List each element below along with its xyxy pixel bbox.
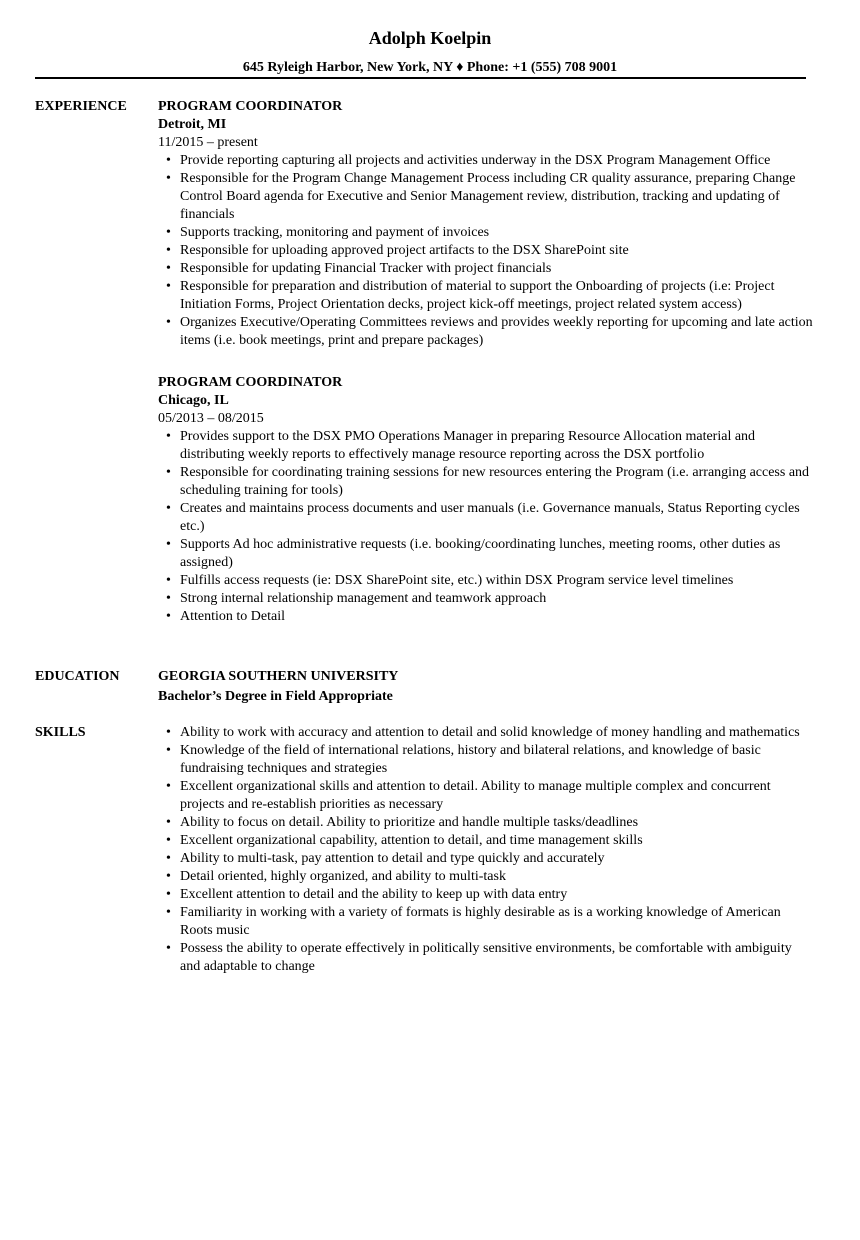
bullet-item: • Fulfills access requests (ie: DSX SharePoint site, etc.) within DSX Program service level timelines	[158, 572, 815, 590]
job-location: Chicago, IL	[158, 393, 229, 408]
section-label-skills: SKILLS	[35, 725, 86, 740]
bullet-item: • Creates and maintains process documents and user manuals (i.e. Governance manuals, Status Reporting cycles etc.)	[158, 500, 815, 536]
bullet-item: • Provide reporting capturing all projects and activities underway in the DSX Program Management Office	[158, 152, 815, 170]
bullet-item: • Responsible for updating Financial Tracker with project financials	[158, 260, 815, 278]
degree: Bachelor’s Degree in Field Appropriate	[158, 689, 393, 704]
bullet-item: • Responsible for the Program Change Management Process including CR quality assurance, preparing Change Control Board agenda for Executive and Senior Management review, distribution, tracking and updating of financials	[158, 170, 815, 224]
bullet-item: • Provides support to the DSX PMO Operations Manager in preparing Resource Allocation material and distributing weekly reports to effectively manage resource reporting across the DSX portfolio	[158, 428, 815, 464]
school-name: GEORGIA SOUTHERN UNIVERSITY	[158, 669, 399, 684]
job-bullets	[158, 152, 815, 350]
section-label-education: EDUCATION	[35, 669, 120, 684]
experience-section	[35, 98, 815, 626]
skill-item: • Knowledge of the field of international relations, history and bilateral relations, and knowledge of basic fundraising techniques and strategies	[158, 742, 815, 778]
bullet-item: • Supports Ad hoc administrative requests (i.e. booking/coordinating lunches, meeting rooms, other duties as assigned)	[158, 536, 815, 572]
bullet-item: • Responsible for preparation and distribution of material to support the Onboarding of projects (i.e: Project Initiation Forms, Project Orientation decks, project kick-off meetings, project related system access)	[158, 278, 815, 314]
contact-line: 645 Ryleigh Harbor, New York, NY ♦ Phone: +1 (555) 708 9001	[242, 60, 618, 75]
education-section	[35, 668, 815, 706]
skill-item: • Ability to multi-task, pay attention to detail and type quickly and accurately	[158, 850, 815, 868]
skills-section	[35, 724, 815, 976]
bullet-item: • Responsible for coordinating training sessions for new resources entering the Program (i.e. arranging access and scheduling training for tools)	[158, 464, 815, 500]
bullet-item: • Organizes Executive/Operating Committees reviews and provides weekly reporting for upcoming and late action items (i.e. book meetings, print and prepare packages)	[158, 314, 815, 350]
job-entry	[158, 374, 815, 626]
bullet-item: • Supports tracking, monitoring and payment of invoices	[158, 224, 815, 242]
job-bullets	[158, 428, 815, 626]
bullet-item: • Strong internal relationship management and teamwork approach	[158, 590, 815, 608]
job-title: PROGRAM COORDINATOR	[158, 375, 343, 390]
skill-item: • Excellent attention to detail and the ability to keep up with data entry	[158, 886, 815, 904]
section-label-experience: EXPERIENCE	[35, 99, 127, 114]
skill-item: • Ability to work with accuracy and attention to detail and solid knowledge of money handling and mathematics	[158, 724, 815, 742]
job-dates: 11/2015 – present	[158, 135, 258, 150]
skill-item: • Detail oriented, highly organized, and ability to multi-task	[158, 868, 815, 886]
job-title: PROGRAM COORDINATOR	[158, 99, 343, 114]
skills-list	[158, 724, 815, 976]
header-divider	[35, 77, 806, 79]
skill-item: • Familiarity in working with a variety of formats is highly desirable as is a working knowledge of American Roots music	[158, 904, 815, 940]
job-dates: 05/2013 – 08/2015	[158, 411, 264, 426]
bullet-item: • Responsible for uploading approved project artifacts to the DSX SharePoint site	[158, 242, 815, 260]
skill-item: • Excellent organizational skills and attention to detail. Ability to manage multiple complex and concurrent projects and re-establish priorities as necessary	[158, 778, 815, 814]
bullet-item: • Attention to Detail	[158, 608, 815, 626]
skill-item: • Ability to focus on detail. Ability to prioritize and handle multiple tasks/deadlines	[158, 814, 815, 832]
skill-item: • Possess the ability to operate effectively in politically sensitive environments, be comfortable with ambiguity and adaptable to change	[158, 940, 815, 976]
skill-item: • Excellent organizational capability, attention to detail, and time management skills	[158, 832, 815, 850]
job-entry	[158, 98, 815, 350]
candidate-name: Adolph Koelpin	[368, 28, 492, 48]
job-location: Detroit, MI	[158, 117, 227, 132]
